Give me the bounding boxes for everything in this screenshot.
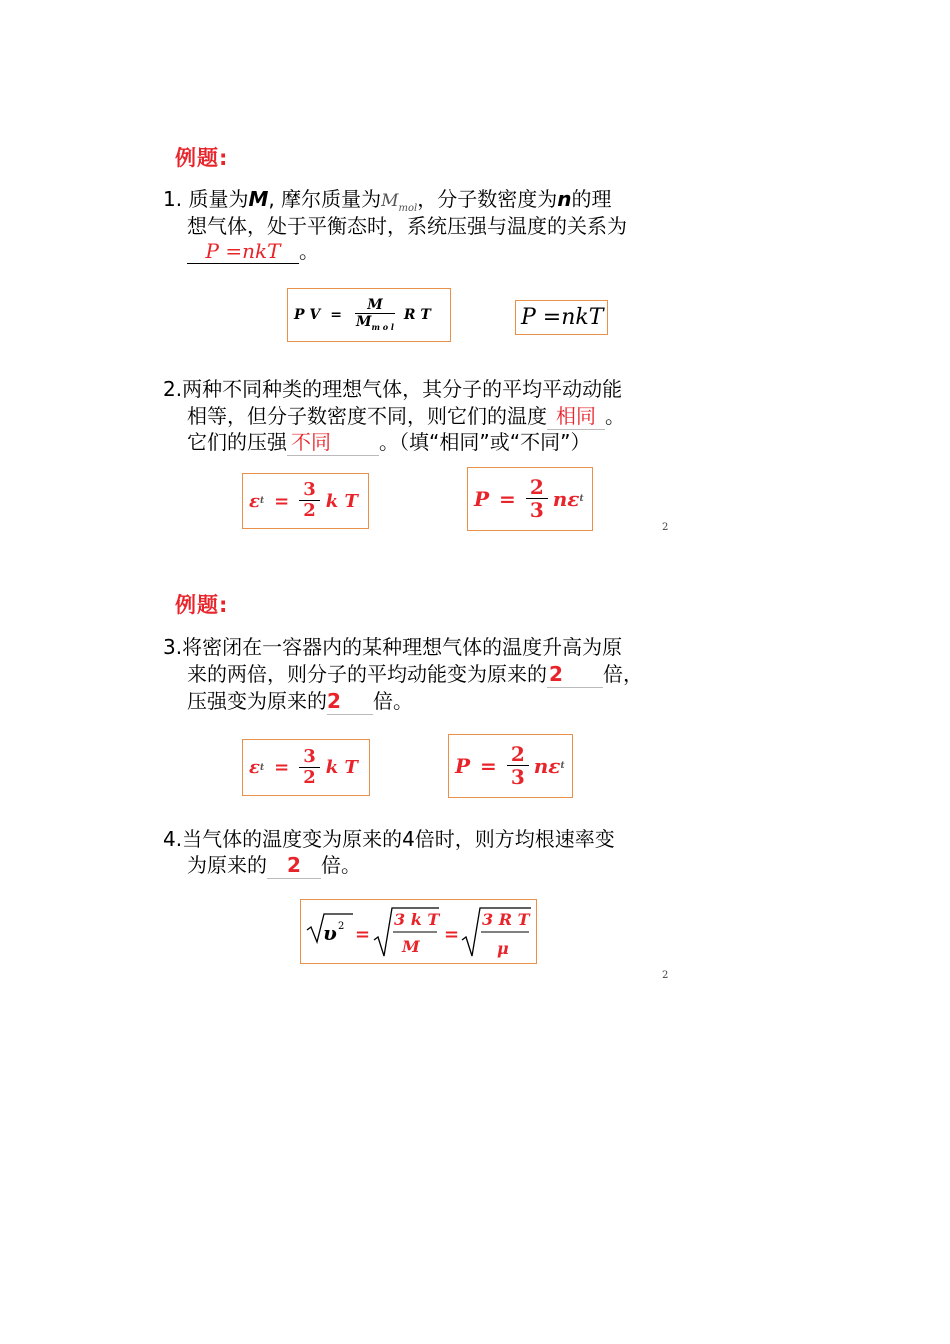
- formula-eps-box-1: [242, 473, 369, 529]
- formula-v-den2: μ: [497, 939, 509, 958]
- q2-text-c: 它们的压强: [187, 430, 287, 454]
- q1-text-b: , 摩尔质量为: [268, 187, 382, 211]
- q3-text-c: 压强变为原来的: [187, 689, 327, 713]
- formula-p-1-eq: =: [499, 487, 516, 511]
- q1-var-mol-sub: mol: [398, 203, 418, 214]
- formula-p-1-num: 2: [526, 476, 548, 499]
- q1-var-Mmol: M: [381, 191, 399, 211]
- q1-line2: 想气体，处于平衡态时，系统压强与温度的关系为: [187, 214, 627, 238]
- formula-p-2-P: P: [455, 754, 471, 778]
- page-number-1: 2: [662, 522, 669, 533]
- q3-line3: [187, 688, 413, 715]
- formula-eps-1-num: 3: [299, 480, 320, 501]
- q2-text-b: 。: [605, 404, 625, 428]
- q4-line2: [187, 852, 361, 879]
- formula-eps-2-kt: k T: [325, 757, 358, 778]
- q2-line2: [187, 403, 625, 430]
- formula-pv-rt: R T: [403, 307, 431, 323]
- formula-eps-1-eps: ε: [249, 490, 260, 512]
- q1-answer: P =nkT: [187, 239, 299, 264]
- q2-answer2: 不同: [287, 429, 379, 456]
- formula-p-2-sub: t: [560, 761, 565, 771]
- formula-p-box-2: [448, 734, 573, 798]
- slide1-heading: 例题:: [175, 146, 229, 170]
- q4-text-a: 为原来的: [187, 853, 267, 877]
- formula-pv-lhs: P V: [294, 307, 321, 323]
- formula-p-2-fraction: [507, 743, 529, 789]
- q3-answer1: 2: [547, 661, 603, 688]
- formula-eps-2-den: 2: [303, 766, 316, 788]
- q3-line2: [187, 661, 643, 688]
- q2-line1: 2.两种不同种类的理想气体，其分子的平均平动动能: [163, 377, 623, 401]
- formula-p-2-den: 3: [510, 765, 525, 789]
- q1-var-M: M: [248, 187, 269, 211]
- q2-line3: [187, 429, 590, 456]
- slide2-heading: 例题:: [175, 593, 229, 617]
- formula-p-1-fraction: [526, 476, 548, 522]
- formula-eps-1-sub: t: [259, 496, 265, 506]
- formula-p-2-n: n: [533, 754, 549, 778]
- formula-eps-2-eps: ε: [249, 757, 260, 778]
- q1-text-c: ，分子数密度为: [417, 187, 558, 211]
- formula-pv-box: [287, 288, 451, 342]
- formula-pnkt: P =nkT: [521, 305, 604, 330]
- formula-eps-1-eq: =: [274, 490, 290, 512]
- formula-v-v: υ: [323, 921, 337, 945]
- formula-p-1-eps: ε: [567, 487, 580, 511]
- formula-pv-num: M: [355, 298, 395, 314]
- q4-line1: 4.当气体的温度变为原来的4倍时，则方均根速率变: [163, 827, 615, 851]
- q4-answer: 2: [267, 852, 321, 879]
- formula-eps-1-fraction: [299, 480, 320, 521]
- formula-v-den1: M: [402, 937, 420, 956]
- formula-p-1-den: 3: [529, 498, 544, 522]
- formula-eps-2-fraction: [299, 747, 320, 788]
- formula-v-eq2: =: [444, 924, 460, 945]
- q1-line3: [187, 238, 319, 264]
- formula-p-1-P: P: [474, 487, 490, 511]
- q1-var-n: n: [557, 187, 572, 211]
- formula-v-eq1: =: [355, 924, 371, 945]
- q3-text-a: 来的两倍，则分子的平均动能变为原来的: [187, 662, 547, 686]
- formula-v-sup: 2: [338, 921, 345, 932]
- q3-answer2: 2: [327, 688, 373, 715]
- q2-text-a: 相等，但分子数密度不同，则它们的温度: [187, 404, 547, 428]
- formula-eps-1-kt: k T: [325, 490, 358, 512]
- q4-text-b: 倍。: [321, 853, 361, 877]
- formula-v-svg: [301, 900, 536, 963]
- q1-tail: 。: [299, 239, 319, 263]
- formula-p-2-eps: ε: [548, 754, 561, 778]
- formula-p-box-1: [467, 467, 593, 531]
- formula-pv-den: M: [356, 314, 372, 331]
- formula-p-2-eq: =: [480, 754, 497, 778]
- formula-eps-1-den: 2: [303, 500, 316, 522]
- formula-pv-den-sub: m o l: [371, 322, 394, 332]
- formula-pv-eq: =: [330, 307, 342, 323]
- formula-eps-2-eq: =: [274, 757, 290, 778]
- formula-v-num2: 3 R T: [482, 910, 530, 929]
- formula-eps-box-2: [242, 739, 370, 796]
- formula-v-box: [300, 899, 537, 964]
- formula-pv-fraction: [352, 298, 398, 332]
- formula-p-1-n: n: [552, 487, 568, 511]
- q3-line1: 3.将密闭在一容器内的某种理想气体的温度升高为原: [163, 635, 623, 659]
- formula-eps-2-sub: t: [259, 762, 265, 773]
- q2-text-d: 。（填“相同”或“不同”）: [379, 430, 591, 454]
- page-number-2: 2: [662, 970, 669, 981]
- q2-answer1: 相同: [547, 403, 605, 430]
- q3-text-d: 倍。: [373, 689, 413, 713]
- q1-text-a: 1. 质量为: [163, 187, 249, 211]
- q3-text-b: 倍，: [603, 662, 643, 686]
- formula-pnkt-box: [515, 300, 608, 335]
- formula-v-num1: 3 k T: [394, 910, 440, 929]
- formula-p-1-sub: t: [579, 494, 584, 504]
- formula-p-2-num: 2: [507, 743, 529, 766]
- formula-eps-2-num: 3: [299, 747, 320, 768]
- q1-text-d: 的理: [571, 187, 612, 211]
